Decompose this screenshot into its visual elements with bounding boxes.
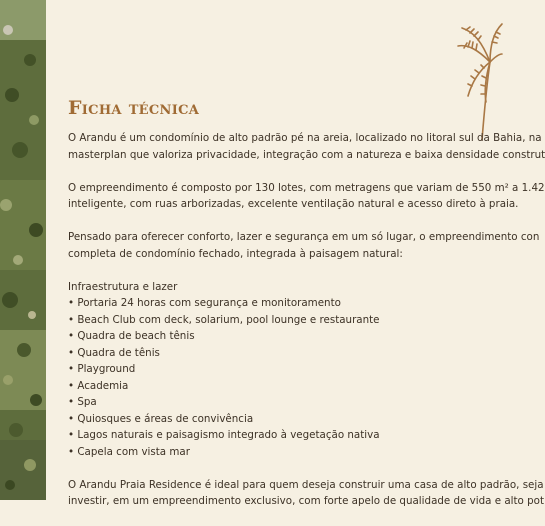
list-item: • Quadra de beach tênis (68, 328, 528, 345)
comfort-line: Pensado para oferecer conforto, lazer e segurança em um só lugar, o empreendimento con (68, 231, 540, 243)
list-item: • Portaria 24 horas com segurança e monitoramento (68, 295, 528, 312)
intro-line: O Arandu é um condomínio de alto padrão pé na areia, localizado no litoral sul da Bahia, na (68, 132, 542, 144)
details-paragraph (68, 180, 545, 213)
closing-paragraph (68, 477, 544, 510)
list-item: • Quadra de tênis (68, 345, 528, 362)
amenities-heading: Infraestrutura e lazer (68, 280, 178, 293)
aerial-photo-strip (0, 0, 46, 500)
comfort-line: completa de condomínio fechado, integrada à paisagem natural: (68, 247, 403, 260)
page-title: Ficha técnica (68, 97, 200, 119)
list-item: • Playground (68, 361, 528, 378)
aerial-photo-image (0, 0, 46, 500)
list-item: • Beach Club com deck, solarium, pool lounge e restaurante (68, 312, 528, 329)
list-item: • Academia (68, 378, 528, 395)
comfort-paragraph (68, 229, 540, 262)
list-item: • Spa (68, 394, 528, 411)
details-line: O empreendimento é composto por 130 lotes, com metragens que variam de 550 m² a 1.42 (68, 181, 545, 194)
intro-line: masterplan que valoriza privacidade, integração com a natureza e baixa densidade construt (68, 148, 545, 161)
closing-line: investir, em um empreendimento exclusivo, com forte apelo de qualidade de vida e alto pot (68, 495, 544, 507)
amenities-list (68, 295, 528, 460)
details-line: inteligente, com ruas arborizadas, excelente ventilação natural e acesso direto à praia. (68, 198, 519, 210)
list-item: • Quiosques e áreas de convivência (68, 411, 528, 428)
closing-line: O Arandu Praia Residence é ideal para quem deseja construir uma casa de alto padrão, seja (68, 478, 544, 491)
list-item: • Lagos naturais e paisagismo integrado à vegetação nativa (68, 427, 528, 444)
list-item: • Capela com vista mar (68, 444, 528, 461)
technical-sheet (68, 96, 545, 526)
intro-paragraph (68, 130, 545, 163)
